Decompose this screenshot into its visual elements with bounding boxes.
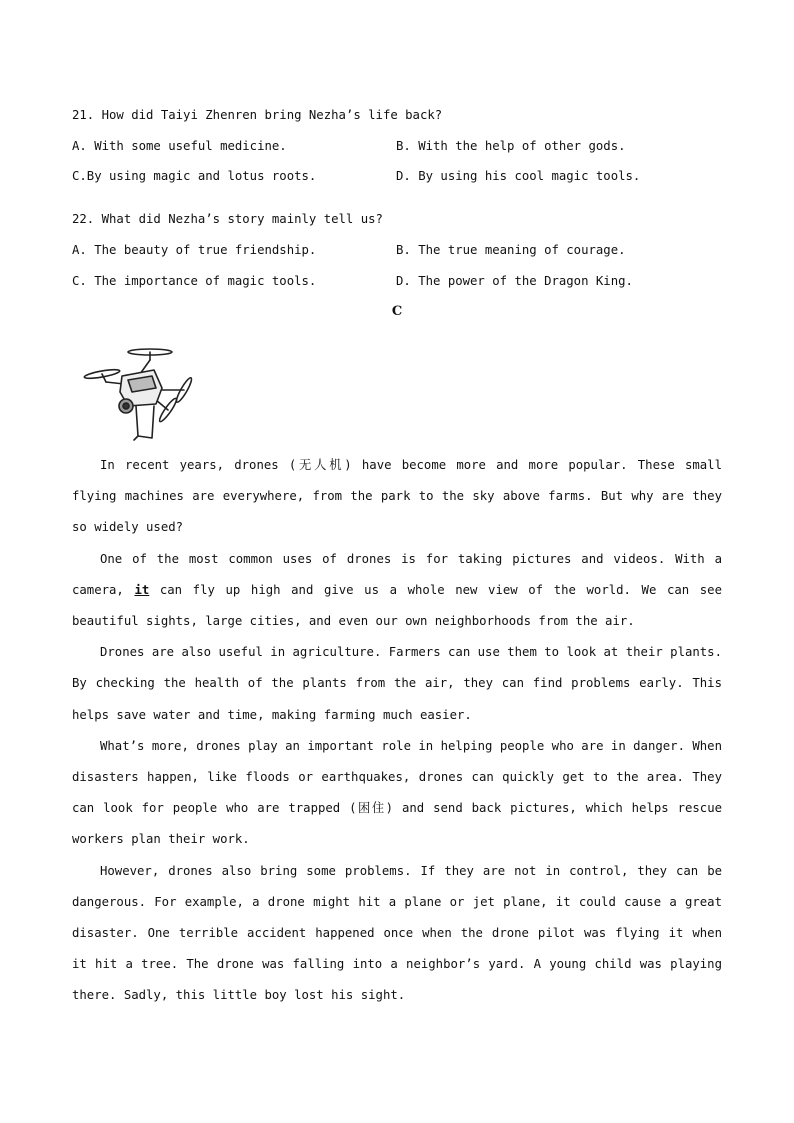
q21-option-a: A. With some useful medicine. — [72, 139, 287, 153]
question-21: 21. How did Taiyi Zhenren bring Nezha’s life back? — [72, 108, 443, 122]
drone-icon — [80, 344, 200, 444]
passage-paragraph-2 — [72, 544, 722, 638]
p2-text-after: can fly up high and give us a whole new view of the world. We can see beautiful sights, large cities, and even our own neighborhoods from the air. — [72, 582, 722, 629]
section-label: C — [391, 304, 403, 319]
q22-option-c: C. The importance of magic tools. — [72, 274, 317, 288]
passage-paragraph-4: What’s more, drones play an important role in helping people who are in danger. When disasters happen, like floods or earthquakes, drones can quickly get to the area. They can look for people who are trapped (困住) and send back pictures, which helps rescue workers plan their work. — [72, 738, 722, 847]
q21-option-b: B. With the help of other gods. — [396, 139, 626, 153]
q22-option-d: D. The power of the Dragon King. — [396, 274, 633, 288]
q22-option-a: A. The beauty of true friendship. — [72, 243, 317, 257]
underlined-word: it — [134, 582, 150, 597]
passage-paragraph-5: However, drones also bring some problems. If they are not in control, they can be dangerous. For example, a drone might hit a plane or jet plane, it could cause a great disaster. One terrible accident happened once when the drone pilot was flying it when it hit a tree. The drone was falling into a neighbor’s yard. A young child was playing there. Sadly, this little boy lost his sight. — [72, 863, 722, 1003]
q21-option-d: D. By using his cool magic tools. — [396, 169, 641, 183]
passage-paragraph-1: In recent years, drones (无人机) have become more and more popular. These small flying machines are everywhere, from the park to the sky above farms. But why are they so widely used? — [72, 458, 722, 535]
passage — [72, 450, 722, 1012]
p2-text-before: One of the most common uses of drones is for taking pictures and videos. With a camera, — [72, 551, 722, 597]
q22-option-b: B. The true meaning of courage. — [396, 243, 626, 257]
passage-paragraph-3: Drones are also useful in agriculture. Farmers can use them to look at their plants. By checking the health of the plants from the air, they can find problems early. This helps save water and time, making farming much easier. — [72, 645, 722, 722]
q21-option-c: C.By using magic and lotus roots. — [72, 169, 317, 183]
question-22: 22. What did Nezha’s story mainly tell us? — [72, 212, 383, 226]
